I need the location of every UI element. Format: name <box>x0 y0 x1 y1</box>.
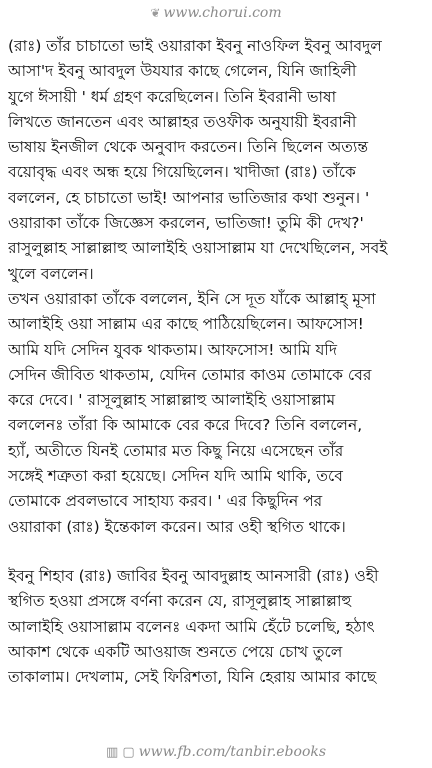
text-line: ইবনু শিহাব (রাঃ) জাবির ইবনু আবদুল্লাহ আনসারী (রাঃ) ওহী <box>8 566 379 585</box>
paragraph-1 <box>8 34 426 287</box>
text-line: ওয়ারাকা তাঁকে জিজ্ঞেস করলেন, ভাতিজা! তুমি কী দেখ?' <box>8 214 364 233</box>
paragraph-2 <box>8 287 426 540</box>
text-line: সঙ্গেই শত্রুতা করা হয়েছে। সেদিন যদি আমি থাকি, তবে <box>8 467 343 486</box>
text-line: স্থগিত হওয়া প্রসঙ্গে বর্ণনা করেন যে, রাসূলুল্লাহ সাল্লাল্লাহু <box>8 592 352 611</box>
text-line: (রাঃ) তাঁর চাচাতো ভাই ওয়ারাকা ইবনু নাওফিল ইবনু আবদুল <box>8 37 382 55</box>
leaf-logo-icon: ❦ <box>150 6 161 20</box>
text-line: আমি যদি সেদিন যুবক থাকতাম। আফসোস! আমি যদি <box>8 340 337 359</box>
top-watermark <box>0 4 432 22</box>
text-line: আকাশ থেকে একটি আওয়াজ শুনতে পেয়ে চোখ তুলে <box>8 642 343 661</box>
text-line: হ্যাঁ, অতীতে যিনই তোমার মত কিছু নিয়ে এসেছেন তাঁর <box>8 441 344 460</box>
bottom-watermark <box>0 743 432 762</box>
text-line: করে দেবে। ' রাসূলুল্লাহ সাল্লাল্লাহু আলাইহি ওয়াসাল্লাম <box>8 391 336 410</box>
text-line: যুগে ঈসায়ী ' ধর্ম গ্রহণ করেছিলেন। তিনি ইবরানী ভাষা <box>8 87 337 106</box>
text-line: তোমাকে প্রবলভাবে সাহায্য করব। ' এর কিছুদিন পর <box>8 492 323 511</box>
text-line: বললেনঃ তাঁরা কি আমাকে বের করে দিবে? তিনি বললেন, <box>8 416 363 435</box>
bottom-watermark-url: www.fb.com/tanbir.ebooks <box>138 744 327 760</box>
body-text <box>8 34 426 690</box>
text-line: বললেন, হে চাচাতো ভাই! আপনার ভাতিজার কথা শুনুন। ' <box>8 188 370 207</box>
text-line: তাকালাম। দেখলাম, সেই ফিরিশতা, যিনি হেরায় আমার কাছে <box>8 668 377 687</box>
text-line: তখন ওয়ারাকা তাঁকে বললেন, ইনি সে দূত যাঁকে আল্লাহ্ মূসা <box>8 289 376 308</box>
text-line: আলাইহি ওয়াসাল্লাম বলেনঃ একদা আমি হেঁটে চলেছি, হঠাৎ <box>8 617 375 636</box>
paragraph-spacer <box>8 540 426 564</box>
books-icon: ▥ ▢ <box>105 745 135 760</box>
text-line: ওয়ারাকা (রাঃ) ইন্তেকাল করেন। আর ওহী স্থগিত থাকে। <box>8 517 346 536</box>
text-line: ভাষায় ইনজীল থেকে অনুবাদ করতেন। তিনি ছিলেন অত্যন্ত <box>8 138 369 157</box>
text-line: রাসুলুল্লাহ সাল্লাল্লাহু আলাইহি ওয়াসাল্লাম যা দেখেছিলেন, সবই <box>8 239 388 258</box>
text-line: আলাইহি ওয়া সাল্লাম এর কাছে পাঠিয়েছিলেন। আফসোস! <box>8 315 364 334</box>
text-line: লিখতে জানতেন এবং আল্লাহর তওফীক অনুযায়ী ইবরানী <box>8 112 357 131</box>
text-line: বয়োবৃদ্ধ এবং অন্ধ হয়ে গিয়েছিলেন। খাদীজা (রাঃ) তাঁকে <box>8 163 356 182</box>
paragraph-3 <box>8 564 426 690</box>
top-watermark-url: www.chorui.com <box>163 5 282 21</box>
text-line: সেদিন জীবিত থাকতাম, যেদিন তোমার কাওম তোমাকে বের <box>8 365 372 384</box>
text-line: আসা'দ ইবনু আবদুল উযযার কাছে গেলেন, যিনি জাহিলী <box>8 62 357 81</box>
text-line: খুলে বললেন। <box>8 264 94 283</box>
